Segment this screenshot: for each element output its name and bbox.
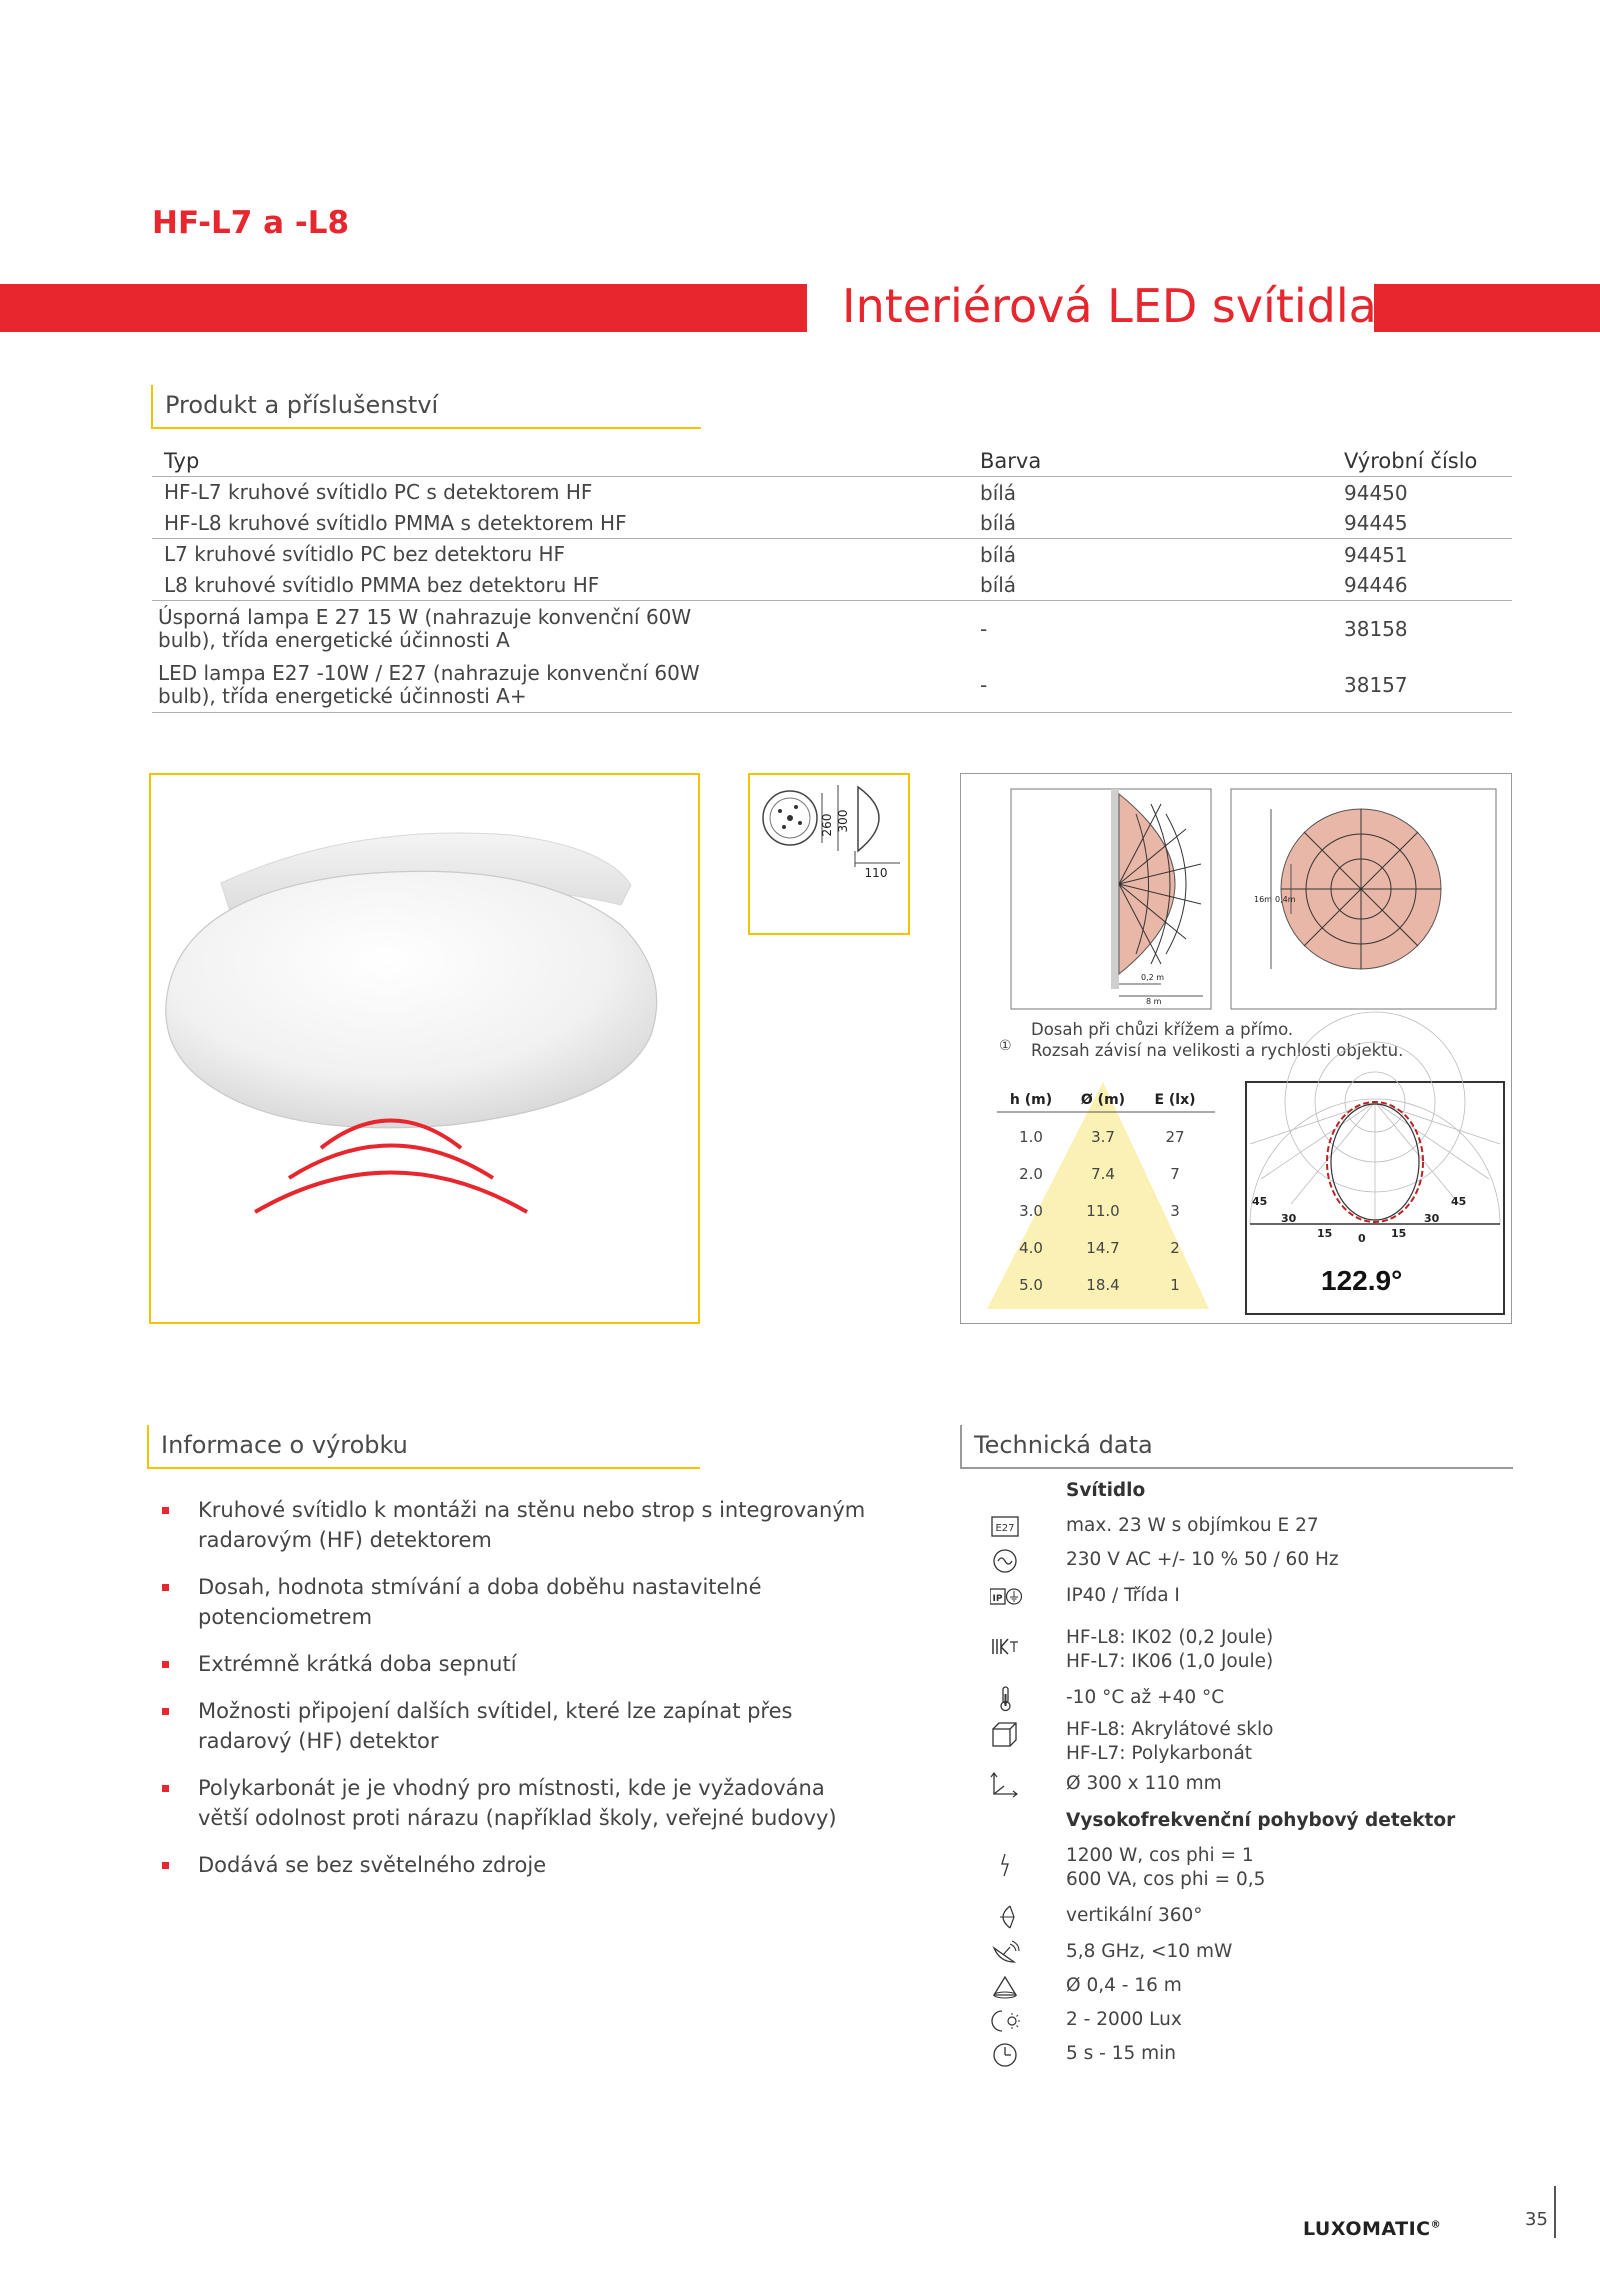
light-cell: 1 (1170, 1276, 1180, 1294)
products-table (152, 446, 1512, 713)
label-02m: 0,2 m (1141, 973, 1165, 982)
light-cell: 5.0 (1019, 1276, 1043, 1294)
cell-number: 94445 (1344, 511, 1408, 535)
table-row (152, 570, 1512, 601)
cell-color: bílá (980, 480, 1017, 505)
tech-subheading-detector: Vysokofrekvenční pohybový detektor (1066, 1810, 1456, 1831)
tech-impact: HF-L8: IK02 (0,2 Joule) HF-L7: IK06 (1,0 Joule) (1066, 1627, 1274, 1672)
tech-size: Ø 300 x 110 mm (1066, 1773, 1222, 1794)
label-8m: 8 m (1146, 997, 1162, 1006)
tech-time: 5 s - 15 min (1066, 2043, 1177, 2064)
beam-angle: 122.9° (1321, 1265, 1403, 1296)
clock-icon (990, 2042, 1022, 2068)
polar-label: 0 (1358, 1232, 1366, 1245)
tech-range: Ø 0,4 - 16 m (1066, 1975, 1182, 1996)
bullet-square-icon (162, 1862, 169, 1869)
cell-number: 94451 (1344, 542, 1408, 567)
detection-diagrams-panel (960, 773, 1512, 1324)
list-item: Kruhové svítidlo k montáži na stěnu nebo strop s integrovaným radarovým (HF) detektorem (160, 1495, 880, 1555)
title-band-left (0, 284, 807, 332)
switch-load-icon (990, 1852, 1022, 1878)
cell-number: 94446 (1344, 573, 1408, 597)
light-cell: 7.4 (1091, 1165, 1115, 1183)
light-cell: 3.0 (1019, 1202, 1043, 1220)
bullet-square-icon (162, 1507, 169, 1514)
radar-dish-icon (990, 1940, 1022, 1966)
bullet-square-icon (162, 1584, 169, 1591)
ip-earth-icon (990, 1584, 1022, 1610)
polar-label: 45 (1252, 1195, 1268, 1208)
info-section-heading: Informace o výrobku (147, 1425, 700, 1469)
svg-text:E27: E27 (995, 1523, 1015, 1534)
detection-range-diagram (961, 774, 1510, 1322)
detection-note-line2: Rozsah závisí na velikosti a rychlosti objektu. (1031, 1041, 1404, 1060)
e27-socket-icon (990, 1514, 1022, 1540)
dim-260: 260 (820, 813, 834, 837)
label-16m: 16m (1254, 895, 1272, 904)
detection-range-icon (990, 1974, 1022, 2000)
list-item: Extrémně krátká doba sepnutí (160, 1649, 880, 1679)
light-col-lux: E (lx) (1154, 1092, 1196, 1108)
cell-color: bílá (980, 511, 1017, 535)
light-cell: 11.0 (1086, 1202, 1120, 1220)
tech-protection: IP40 / Třída I (1066, 1585, 1180, 1606)
cell-number: 94450 (1344, 480, 1408, 505)
cell-color: bílá (980, 542, 1017, 567)
title-band-right (1374, 284, 1600, 332)
dimensions-axes-icon (990, 1772, 1022, 1798)
polar-label: 15 (1391, 1227, 1407, 1240)
tech-lux: 2 - 2000 Lux (1066, 2009, 1182, 2030)
luminaire-image (151, 775, 698, 1322)
light-col-h: h (m) (1009, 1092, 1053, 1108)
cell-type: L8 kruhové svítidlo PMMA bez detektoru HF (164, 572, 600, 597)
series-title: HF-L7 a -L8 (152, 205, 350, 241)
ac-voltage-icon (990, 1548, 1022, 1574)
twilight-sun-moon-icon (990, 2008, 1022, 2034)
light-col-diameter: Ø (m) (1080, 1092, 1126, 1108)
bullet-square-icon (162, 1708, 169, 1715)
light-cell: 2.0 (1019, 1165, 1043, 1183)
brand-logo: LUXOMATIC® (1303, 2218, 1442, 2240)
thermometer-icon (990, 1686, 1022, 1712)
column-header-type: Typ (164, 448, 200, 473)
bullet-square-icon (162, 1785, 169, 1792)
tech-load: 1200 W, cos phi = 1 600 VA, cos phi = 0,5 (1066, 1845, 1266, 1890)
light-cell: 27 (1165, 1128, 1185, 1146)
polar-label: 15 (1317, 1227, 1333, 1240)
bullet-square-icon (162, 1661, 169, 1668)
light-cell: 1.0 (1019, 1128, 1043, 1146)
table-row (152, 508, 1512, 539)
material-cube-icon (990, 1722, 1022, 1748)
column-header-color: Barva (980, 449, 1042, 473)
detection-note-line1: Dosah při chůzi křížem a přímo. (1031, 1020, 1294, 1039)
table-row (152, 657, 1512, 713)
dimension-drawing (748, 773, 910, 935)
cell-type: L7 kruhové svítidlo PC bez detektoru HF (164, 542, 566, 566)
dim-300: 300 (836, 809, 850, 833)
table-row (152, 539, 1512, 570)
detection-angle-icon (990, 1904, 1022, 1930)
tech-frequency: 5,8 GHz, <10 mW (1066, 1941, 1233, 1962)
tech-section-heading: Technická data (960, 1425, 1513, 1469)
info-bullet-list (160, 1495, 880, 1897)
tech-temperature: -10 °C až +40 °C (1066, 1687, 1225, 1708)
cell-type: Úsporná lampa E 27 15 W (nahrazuje konvenční 60W bulb), třída energetické účinnosti A (158, 605, 692, 652)
column-header-number: Výrobní číslo (1344, 449, 1478, 473)
light-cell: 3 (1170, 1202, 1180, 1220)
table-row (152, 477, 1512, 508)
product-photo (149, 773, 700, 1324)
tech-voltage: 230 V AC +/- 10 % 50 / 60 Hz (1066, 1549, 1339, 1570)
note-marker: ① (999, 1038, 1012, 1054)
cell-type: LED lampa E27 -10W / E27 (nahrazuje konvenční 60W bulb), třída energetické účinnosti A+ (158, 660, 700, 708)
cell-color: - (980, 672, 988, 697)
polar-label: 30 (1424, 1212, 1440, 1225)
tech-material: HF-L8: Akrylátové sklo HF-L7: Polykarbonát (1066, 1719, 1274, 1764)
label-04m: 0,4m (1275, 895, 1296, 904)
table-row (152, 601, 1512, 657)
cell-type: HF-L7 kruhové svítidlo PC s detektorem HF (164, 480, 593, 504)
polar-label: 30 (1281, 1212, 1297, 1225)
cell-number: 38158 (1344, 617, 1408, 641)
cell-color: - (980, 617, 988, 641)
light-cell: 3.7 (1091, 1128, 1115, 1146)
polar-label: 45 (1451, 1195, 1467, 1208)
tech-angle: vertikální 360° (1066, 1905, 1203, 1926)
light-cell: 7 (1170, 1165, 1180, 1183)
list-item: Možnosti připojení dalších svítidel, které lze zapínat přes radarový (HF) detektor (160, 1696, 880, 1756)
page-number: 35 (1525, 2209, 1548, 2230)
dim-110: 110 (864, 866, 888, 880)
tech-socket: max. 23 W s objímkou E 27 (1066, 1515, 1319, 1536)
page-title: Interiérová LED svítidla (842, 279, 1377, 333)
table-header-row (152, 446, 1512, 477)
page-number-divider (1554, 2186, 1556, 2238)
list-item: Dosah, hodnota stmívání a doba doběhu nastavitelné potenciometrem (160, 1572, 880, 1632)
impact-resistance-icon (990, 1634, 1022, 1660)
light-cell: 14.7 (1086, 1239, 1120, 1257)
list-item: Dodává se bez světelného zdroje (160, 1850, 880, 1880)
cell-color: bílá (980, 573, 1017, 597)
tech-subheading-luminaire: Svítidlo (1066, 1480, 1146, 1501)
products-section-heading: Produkt a příslušenství (151, 385, 701, 429)
light-cell: 18.4 (1086, 1276, 1120, 1294)
list-item: Polykarbonát je je vhodný pro místnosti, kde je vyžadována větší odolnost proti nárazu (například školy, veřejné budovy) (160, 1773, 880, 1833)
svg-text:IP: IP (992, 1594, 1003, 1604)
cell-number: 38157 (1344, 672, 1408, 697)
light-cell: 4.0 (1019, 1239, 1043, 1257)
light-cell: 2 (1170, 1239, 1180, 1257)
cell-type: HF-L8 kruhové svítidlo PMMA s detektorem HF (164, 510, 627, 535)
